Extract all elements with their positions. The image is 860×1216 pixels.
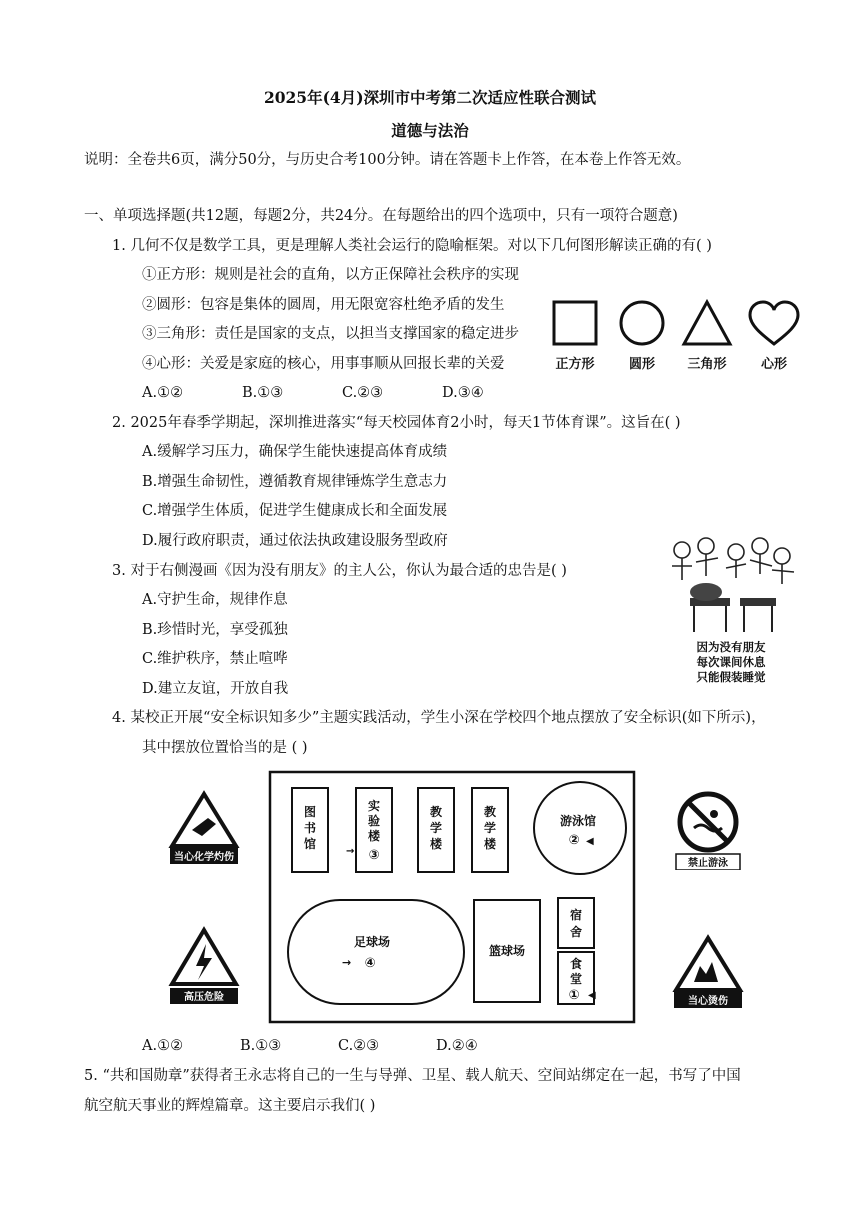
q1-option-c[interactable]: C.②③ (342, 385, 384, 401)
q2-option-d[interactable]: D.履行政府职责，通过依法执政建设服务型政府 (142, 533, 448, 549)
svg-text:学: 学 (483, 821, 497, 835)
svg-text:游泳馆: 游泳馆 (559, 814, 597, 828)
q1-option-b[interactable]: B.①③ (242, 385, 284, 401)
marker-3: ③ (368, 848, 380, 863)
q1-item-3: ③三角形：责任是国家的支点，以担当支撑国家的稳定进步 (142, 326, 519, 342)
q5-stem-line2: 航空航天事业的辉煌篇章。这主要启示我们( ) (84, 1098, 376, 1114)
triangle-shape (684, 302, 730, 344)
sign-hot-surface (672, 934, 744, 1010)
svg-text:◀: ◀ (588, 990, 596, 1001)
q1-option-d[interactable]: D.③④ (442, 385, 484, 401)
q5-stem-line1: 5. “共和国勋章”获得者王永志将自己的一生与导弹、卫星、载人航天、空间站绑定在一起，书写了中国 (84, 1068, 741, 1084)
heart-shape (750, 302, 798, 344)
sign-no-swimming (672, 790, 744, 870)
svg-text:禁止游泳: 禁止游泳 (688, 858, 728, 869)
section-heading: 一、单项选择题(共12题，每题2分，共24分。在每题给出的四个选项中，只有一项符合题意) (84, 208, 678, 224)
svg-text:书: 书 (303, 821, 317, 835)
svg-text:当心烫伤: 当心烫伤 (688, 996, 728, 1007)
q4-options (142, 1036, 534, 1056)
comic-caption-1: 因为没有朋友 (696, 640, 766, 654)
q1-stem: 1. 几何不仅是数学工具，更是理解人类社会运行的隐喻框架。对以下几何图形解读正确的有( ) (112, 238, 712, 254)
comic-caption-3: 只能假装睡觉 (696, 670, 766, 684)
svg-text:实: 实 (367, 799, 381, 813)
svg-text:→: → (342, 956, 352, 969)
svg-text:楼: 楼 (483, 837, 497, 851)
q4-stem-line2: 其中摆放位置恰当的是 ( ) (142, 740, 308, 756)
q2-stem: 2. 2025年春季学期起，深圳推进落实“每天校园体育2小时，每天1节体育课”。这旨在( ) (112, 415, 681, 431)
q4-option-b[interactable]: B.①③ (240, 1038, 282, 1054)
label-triangle: 三角形 (687, 357, 727, 372)
svg-text:篮球场: 篮球场 (488, 944, 526, 958)
svg-text:图: 图 (303, 805, 317, 819)
square-shape (554, 302, 596, 344)
svg-text:楼: 楼 (367, 829, 381, 843)
marker-1: ① (568, 988, 580, 1003)
svg-text:食: 食 (569, 957, 583, 971)
q3-stem: 3. 对于右侧漫画《因为没有朋友》的主人公，你认为最合适的忠告是( ) (112, 563, 567, 579)
q4-stem-line1: 4. 某校正开展“安全标识知多少”主题实践活动，学生小深在学校四个地点摆放了安全标识(如下所示)， (112, 710, 766, 726)
q1-option-a[interactable]: A.①② (142, 385, 184, 401)
svg-text:高压危险: 高压危险 (184, 992, 224, 1003)
warning-triangle-icon (676, 938, 740, 990)
q2-option-a[interactable]: A.缓解学习压力，确保学生能快速提高体育成绩 (142, 444, 448, 460)
sign-high-voltage (168, 926, 240, 1004)
comic-illustration (664, 536, 798, 686)
marker-2: ② (568, 833, 580, 848)
q1-item-1: ①正方形：规则是社会的直角，以方正保障社会秩序的实现 (142, 267, 519, 283)
warning-triangle-icon (172, 794, 236, 846)
q4-option-d[interactable]: D.②④ (436, 1038, 478, 1054)
svg-text:验: 验 (367, 814, 381, 828)
campus-map (268, 770, 638, 1026)
geometry-shapes-figure (544, 296, 806, 376)
label-heart: 心形 (760, 357, 788, 372)
subject-title: 道德与法治 (391, 121, 469, 140)
q3-option-b[interactable]: B.珍惜时光，享受孤独 (142, 622, 288, 638)
svg-text:堂: 堂 (569, 972, 583, 986)
q2-option-c[interactable]: C.增强学生体质，促进学生健康成长和全面发展 (142, 503, 448, 519)
comic-caption-2: 每次课间休息 (696, 655, 766, 669)
q3-option-a[interactable]: A.守护生命，规律作息 (142, 592, 288, 608)
svg-text:当心化学灼伤: 当心化学灼伤 (174, 852, 234, 863)
svg-text:→: → (346, 846, 355, 857)
q1-item-2: ②圆形：包容是集体的圆周，用无限宽容杜绝矛盾的发生 (142, 297, 505, 313)
svg-text:学: 学 (429, 821, 443, 835)
q4-option-a[interactable]: A.①② (142, 1038, 184, 1054)
svg-text:◀: ◀ (586, 836, 594, 847)
q2-option-b[interactable]: B.增强生命韧性，遵循教育规律锤炼学生意志力 (142, 474, 448, 490)
q1-item-4: ④心形：关爱是家庭的核心，用事事顺从回报长辈的关爱 (142, 356, 505, 372)
svg-text:教: 教 (429, 805, 443, 819)
q4-option-c[interactable]: C.②③ (338, 1038, 380, 1054)
sign-chemical-burn (168, 790, 240, 864)
circle-shape (621, 302, 663, 344)
q1-options (142, 383, 542, 403)
label-square: 正方形 (555, 357, 595, 372)
exam-title: 2025年(4月)深圳市中考第二次适应性联合测试 (263, 88, 597, 107)
svg-text:足球场: 足球场 (353, 935, 391, 949)
svg-text:教: 教 (483, 805, 497, 819)
q3-option-c[interactable]: C.维护秩序，禁止喧哗 (142, 651, 288, 667)
q3-option-d[interactable]: D.建立友谊，开放自我 (142, 681, 289, 697)
marker-4: ④ (364, 956, 376, 971)
label-circle: 圆形 (628, 357, 656, 372)
svg-text:宿: 宿 (569, 908, 583, 922)
svg-text:舍: 舍 (569, 925, 583, 939)
instructions: 说明：全卷共6页，满分50分，与历史合考100分钟。请在答题卡上作答，在本卷上作答无效。 (84, 152, 691, 168)
svg-text:馆: 馆 (303, 837, 317, 851)
svg-text:楼: 楼 (429, 837, 443, 851)
